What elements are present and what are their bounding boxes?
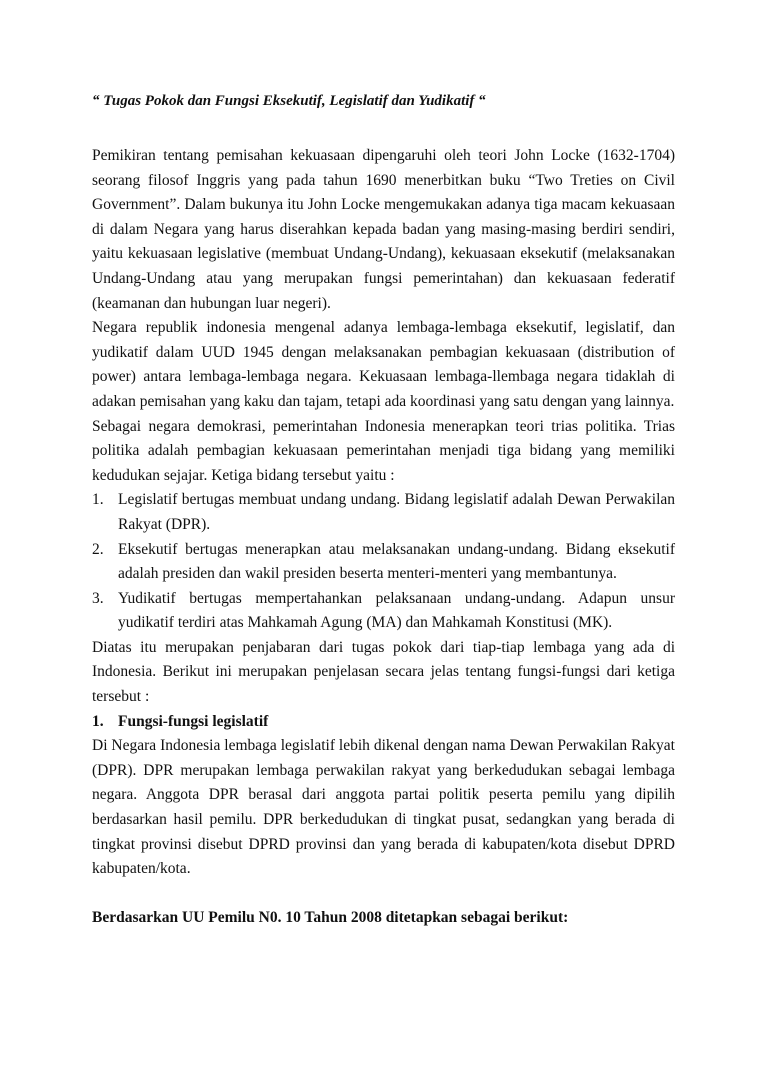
paragraph-locke: Pemikiran tentang pemisahan kekuasaan dipengaruhi oleh teori John Locke (1632-1704) seorang filosof Inggris yang pada tahun 1690 menerbitkan buku “Two Treties on Civil Government”. Dalam bukunya itu John Locke mengemukakan adanya tiga macam kekuasaan di dalam Negara yang harus diserahkan kepada badan yang masing-masing berdiri sendiri, yaitu kekuasaan legislative (membuat Undang-Undang), kekuasaan eksekutif (melaksanakan Undang-Undang atau yang merupakan fungsi pemerintahan) dan kekuasaan federatif (keamanan dan hubungan luar negeri). [92, 147, 675, 312]
section-heading-text: Fungsi-fungsi legislatif [118, 712, 269, 730]
list-number: 2. [92, 540, 104, 558]
paragraph-uu-pemilu: Berdasarkan UU Pemilu N0. 10 Tahun 2008 ditetapkan sebagai berikut: [92, 909, 569, 927]
paragraph-dpr: Di Negara Indonesia lembaga legislatif lebih dikenal dengan nama Dewan Perwakilan Rakyat (DPR). DPR merupakan lembaga perwakilan rakyat yang berkedudukan sebagai lembaga negara. Anggota DPR berasal dari anggota partai politik peserta pemilu yang dipilih berdasarkan hasil pemilu. DPR berkedudukan di tingkat pusat, sedangkan yang berada di tingkat provinsi disebut DPRD provinsi dan yang berada di kabupaten/kota disebut DPRD kabupaten/kota. [92, 737, 675, 878]
paragraph-lembaga-negara: Negara republik indonesia mengenal adanya lembaga-lembaga eksekutif, legislatif, dan yudikatif dalam UUD 1945 dengan melaksanakan pembagian kekuasaan (distribution of power) antara lembaga-lembaga negara. Kekuasaan lembaga-llembaga negara tidaklah di adakan pemisahan yang kaku dan tajam, tetapi ada koordinasi yang satu dengan yang lainnya. [92, 319, 675, 410]
list-number: 3. [92, 589, 104, 607]
document-body [92, 144, 675, 931]
paragraph-penjabaran: Diatas itu merupakan penjabaran dari tugas pokok dari tiap-tiap lembaga yang ada di Indonesia. Berikut ini merupakan penjelasan secara jelas tentang fungsi-fungsi dari ketiga tersebut : [92, 638, 675, 706]
paragraph-trias-politika: Sebagai negara demokrasi, pemerintahan Indonesia menerapkan teori trias politika. Trias politika adalah pembagian kekuasaan pemerintahan menjadi tiga bidang yang memiliki kedudukan sejajar. Ketiga bidang tersebut yaitu : [92, 417, 675, 484]
list-text: Legislatif bertugas membuat undang undang. Bidang legislatif adalah Dewan Perwakilan Rakyat (DPR). [118, 491, 675, 533]
list-item-legislatif [92, 488, 675, 537]
section-number: 1. [92, 712, 104, 730]
list-item-yudikatif [92, 587, 675, 636]
section-heading-legislatif [92, 710, 675, 735]
list-item-eksekutif [92, 538, 675, 587]
list-text: Yudikatif bertugas mempertahankan pelaksanaan undang-undang. Adapun unsur yudikatif terdiri atas Mahkamah Agung (MA) dan Mahkamah Konstitusi (MK). [118, 589, 675, 632]
list-number: 1. [92, 491, 104, 509]
list-text: Eksekutif bertugas menerapkan atau melaksanakan undang-undang. Bidang eksekutif adalah presiden dan wakil presiden beserta menteri-menteri yang membantunya. [118, 540, 675, 583]
document-title: “ Tugas Pokok dan Fungsi Eksekutif, Legislatif dan Yudikatif “ [92, 93, 486, 109]
